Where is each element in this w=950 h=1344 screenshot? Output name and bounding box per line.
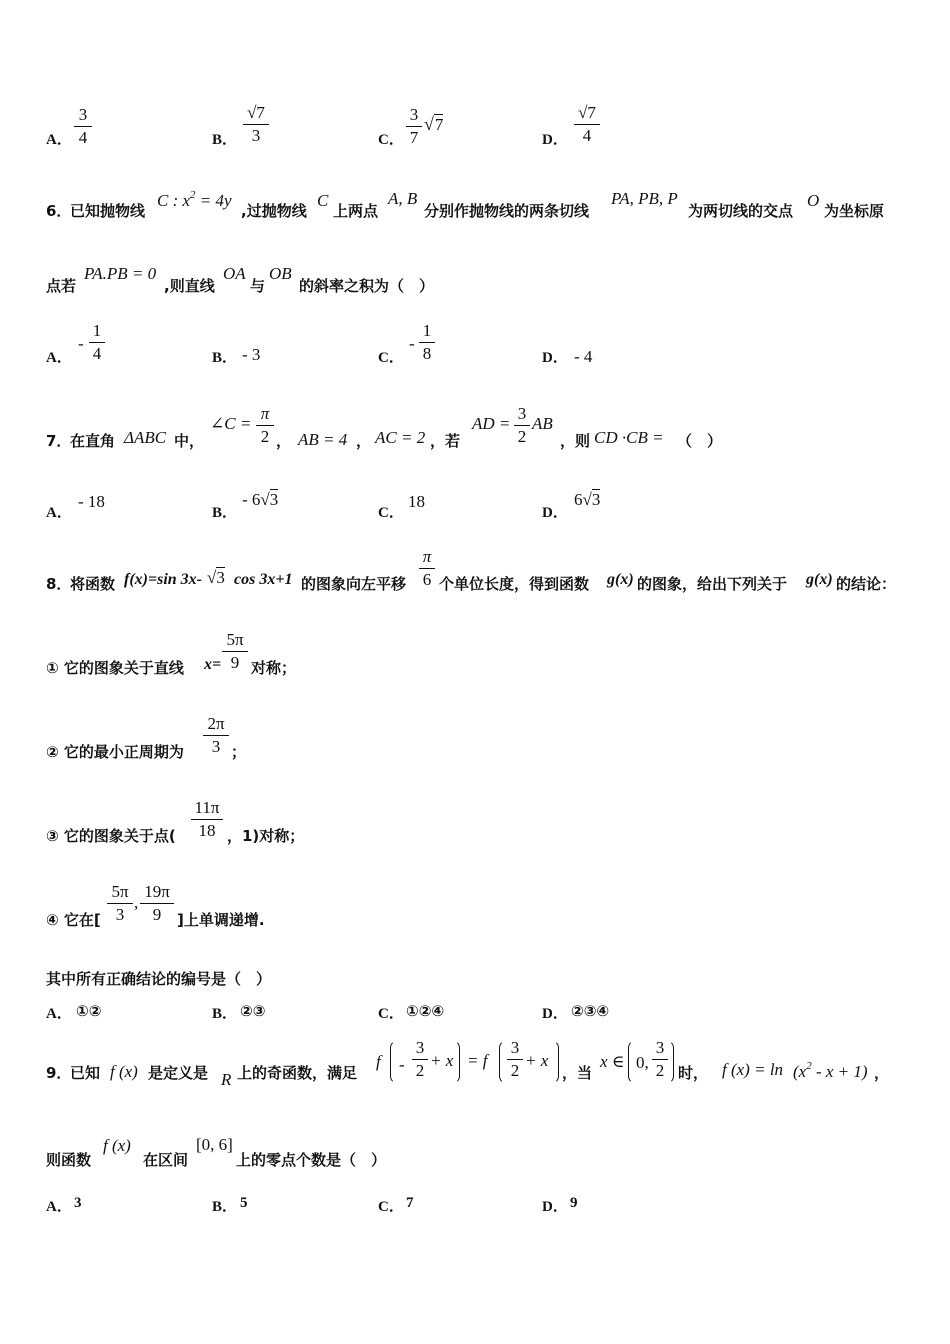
q9-option-c-letter: C． — [378, 1199, 404, 1215]
q7-text-4: ，则 — [560, 432, 591, 450]
q6-number: 6． — [46, 202, 72, 220]
q9-plus-x-1: + x — [430, 1051, 454, 1070]
q9-option-d-letter: D． — [542, 1199, 568, 1215]
q9-text-6: 则函数 — [46, 1151, 92, 1169]
q6-curve-c: C — [317, 191, 329, 210]
q9-option-a-value: 3 — [74, 1195, 82, 1211]
q5-option-c-letter: C． — [378, 132, 404, 148]
q6-option-d-letter: D． — [542, 350, 568, 366]
q9-comma: ， — [874, 1064, 890, 1082]
q9-text-5: 时， — [678, 1064, 709, 1082]
q8-statement-1-post: 对称； — [251, 659, 297, 677]
q8-text-4: 的图象，给出下列关于 — [637, 575, 788, 593]
q9-equals-f: = f — [467, 1051, 488, 1070]
q9-number: 9． — [46, 1064, 72, 1082]
q9-option-d-value: 9 — [570, 1195, 578, 1211]
q9-text-7: 在区间 — [143, 1151, 189, 1169]
q9-option-b-letter: B． — [212, 1199, 238, 1215]
q6-text-3: 上两点 — [333, 202, 379, 220]
q8-statement-3-fraction: 11π 18 — [191, 798, 223, 841]
q7-option-a-value: - 18 — [78, 492, 105, 511]
q9-option-a-letter: A． — [46, 1199, 72, 1215]
q7-option-c-value: 18 — [408, 492, 425, 511]
q9-fraction-3: 3 2 — [652, 1038, 668, 1081]
q6-option-a-letter: A． — [46, 350, 72, 366]
q5-option-d-letter: D． — [542, 132, 568, 148]
q6-option-b-letter: B． — [212, 350, 238, 366]
q7-option-b-value: - 6√3 — [242, 490, 279, 509]
q9-x-in: x ∈ — [600, 1052, 625, 1071]
q8-text-3: 个单位长度，得到函数 — [439, 575, 590, 593]
q9-option-c-value: 7 — [406, 1195, 414, 1211]
q8-option-d-value: ②③④ — [571, 1002, 610, 1020]
q6-line-ob: OB — [269, 264, 292, 283]
q9-text-3: 上的奇函数，满足 — [237, 1064, 358, 1082]
q9-fraction-1: 3 2 — [412, 1038, 428, 1081]
q5-option-b-fraction: √7 3 — [243, 103, 269, 146]
q6-option-a-fraction: 1 4 — [89, 321, 105, 364]
q8-option-a-letter: A． — [46, 1006, 72, 1022]
q7-angle-fraction: π 2 — [256, 404, 274, 447]
q5-option-a-letter: A． — [46, 132, 72, 148]
q6-text-7: 点若 — [46, 277, 77, 295]
q8-function-part-1: f(x)=sin 3x- — [124, 571, 202, 588]
q6-option-c-letter: C． — [378, 350, 404, 366]
q9-plus-x-2: + x — [525, 1051, 549, 1070]
q9-text-1: 已知 — [70, 1064, 101, 1082]
q9-reals: R — [221, 1070, 232, 1089]
q6-points: A, B — [388, 189, 418, 208]
q8-statement-4-post: ]上单调递增. — [177, 911, 265, 929]
q9-fx: f (x) — [110, 1062, 138, 1081]
q7-text-5: （ ） — [677, 432, 723, 450]
q6-option-c-sign: - — [409, 334, 415, 353]
q6-text-6: 为坐标原 — [824, 202, 885, 220]
q7-text-3: ，若 — [430, 432, 461, 450]
q6-option-d-value: - 4 — [574, 347, 593, 366]
q9-fraction-2: 3 2 — [507, 1038, 523, 1081]
q8-statement-4-comma: , — [134, 893, 139, 912]
q9-fx-ln: f (x) = ln — [722, 1060, 784, 1079]
q7-number: 7． — [46, 432, 72, 450]
q7-angle-c: ∠C = — [210, 414, 252, 433]
q6-text-4: 分别作抛物线的两条切线 — [424, 202, 590, 220]
q8-text-2: 的图象向左平移 — [301, 575, 407, 593]
q7-comma-1: ， — [276, 432, 292, 450]
q8-text-5: 的结论： — [836, 575, 897, 593]
q8-option-b-letter: B． — [212, 1006, 238, 1022]
q7-option-c-letter: C． — [378, 505, 404, 521]
q8-option-b-value: ②③ — [240, 1002, 266, 1020]
q8-option-c-letter: C． — [378, 1006, 404, 1022]
q8-statement-4-pre: ④ 它在[ — [46, 911, 101, 929]
q8-function-part-2: cos 3x+1 — [234, 571, 293, 588]
q6-text-10: 的斜率之积为（ ） — [299, 277, 435, 295]
q8-option-d-letter: D． — [542, 1006, 568, 1022]
q8-option-a-value: ①② — [76, 1002, 102, 1020]
q8-sqrt3: √3 — [207, 568, 225, 587]
q9-text-2: 是定义是 — [148, 1064, 209, 1082]
q8-option-c-value: ①②④ — [406, 1002, 445, 1020]
q7-ad-fraction: 3 2 — [514, 404, 530, 447]
q5-option-c-radical: √7 — [424, 114, 444, 134]
q6-option-b-value: - 3 — [242, 345, 261, 364]
q7-option-a-letter: A． — [46, 505, 72, 521]
q9-fx-3: f (x) — [103, 1136, 131, 1155]
q7-text-1: 在直角 — [70, 432, 116, 450]
q8-statement-1-x: x= — [204, 656, 222, 673]
q9-interval: [0, 6] — [196, 1135, 233, 1154]
q6-option-c-fraction: 1 8 — [419, 321, 435, 364]
q9-f-left: f — [376, 1052, 381, 1071]
q7-dot-product: CD ·CB = — [594, 428, 664, 447]
q7-option-d-value: 6√3 — [574, 490, 601, 509]
q8-number: 8． — [46, 575, 72, 593]
q8-statement-3-pre: ③ 它的图象关于点( — [46, 827, 176, 845]
q9-option-b-value: 5 — [240, 1195, 248, 1211]
q6-text-9: 与 — [250, 277, 266, 295]
q8-statement-3-post: ，1)对称； — [227, 827, 305, 845]
q5-option-a-fraction: 3 4 — [74, 105, 92, 148]
q5-option-b-letter: B． — [212, 132, 238, 148]
q8-g: g(x) — [607, 571, 634, 588]
q8-statement-4-fraction-2: 19π 9 — [140, 882, 174, 925]
q6-line-oa: OA — [223, 264, 246, 283]
q6-dot-product: PA.PB = 0 — [84, 264, 157, 283]
q9-text-8: 上的零点个数是（ ） — [236, 1151, 387, 1169]
q7-ab-length: AB = 4 — [298, 430, 348, 449]
q6-tangents: PA, PB, P — [611, 189, 678, 208]
q7-option-b-letter: B． — [212, 505, 238, 521]
q9-text-4: ，当 — [562, 1064, 593, 1082]
q6-text-2: ,过抛物线 — [241, 202, 307, 220]
q6-parabola: C : $x^2 = 4y$ — [157, 189, 232, 210]
q8-statement-2-fraction: 2π 3 — [203, 714, 229, 757]
q9-ln-argument: $(x^2 - x + 1)$ — [793, 1060, 868, 1081]
q7-ac-length: AC = 2 — [375, 428, 426, 447]
q8-statement-2-pre: ② 它的最小正周期为 — [46, 743, 184, 761]
q8-g-2: g(x) — [806, 571, 833, 588]
q7-ab-vector: AB — [532, 414, 553, 433]
q6-option-a-sign: - — [78, 334, 84, 353]
q8-statement-1-fraction: 5π 9 — [222, 630, 248, 673]
q7-triangle: ΔABC — [124, 428, 167, 447]
q6-origin: O — [807, 191, 820, 210]
q7-text-2: 中， — [174, 432, 205, 450]
q8-question: 其中所有正确结论的编号是（ ） — [46, 970, 272, 988]
q6-text-5: 为两切线的交点 — [688, 202, 794, 220]
q5-option-c-fraction: 3 7 — [406, 105, 422, 148]
q7-comma-2: ， — [356, 432, 372, 450]
q5-option-d-fraction: √7 4 — [574, 103, 600, 146]
q8-statement-1-pre: ① 它的图象关于直线 — [46, 659, 184, 677]
q8-statement-2-post: ； — [231, 743, 247, 761]
q8-shift-fraction: π 6 — [419, 547, 435, 590]
q6-text-1: 已知抛物线 — [70, 202, 146, 220]
q7-option-d-letter: D． — [542, 505, 568, 521]
q9-zero: 0, — [636, 1053, 649, 1072]
q8-text-1: 将函数 — [70, 575, 116, 593]
q8-statement-4-fraction-1: 5π 3 — [107, 882, 133, 925]
q7-ad: AD = — [472, 414, 511, 433]
q6-text-8: ,则直线 — [164, 277, 215, 295]
q9-minus: - — [399, 1055, 405, 1074]
